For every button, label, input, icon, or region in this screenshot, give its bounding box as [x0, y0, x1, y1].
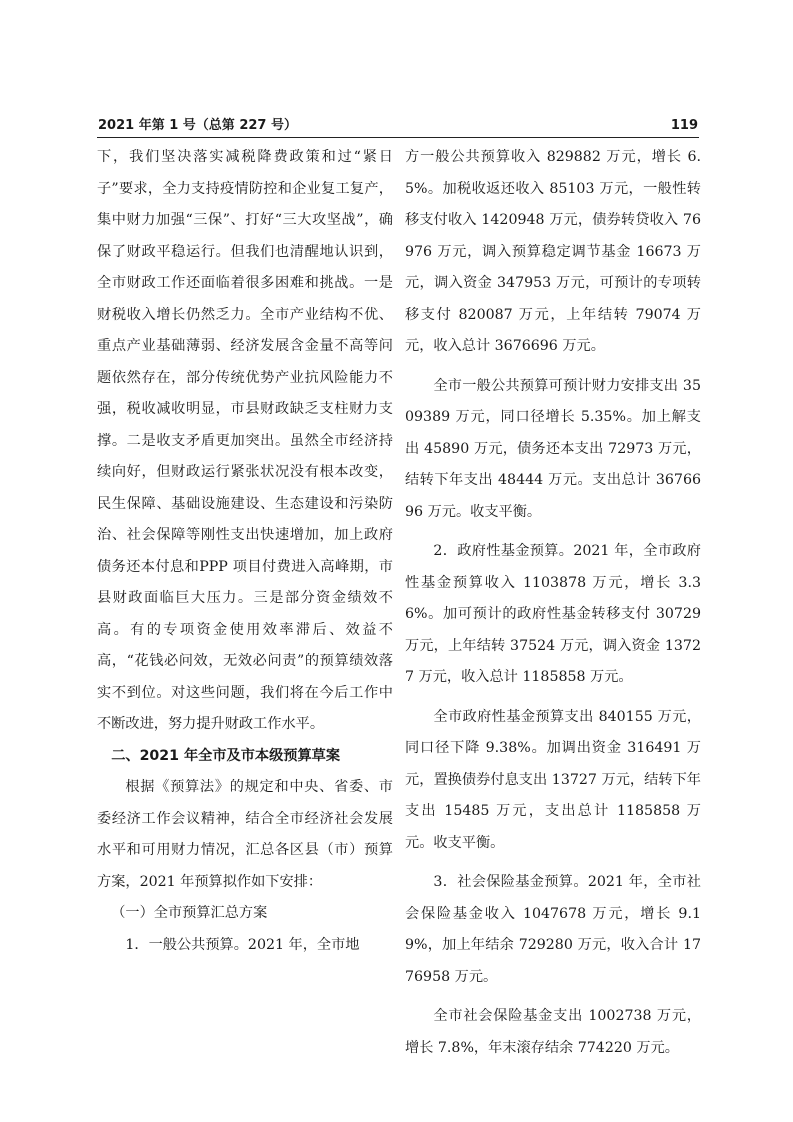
paragraph-general-income: 方一般公共预算收入 829882 万元，增长 6.5%。加税收返还收入 85103 万元，一般性转移支付收入 1420948 万元，债券转贷收入 76976 万元，调入预算稳定调节基金 16673 万元，调入资金 347953 万元，可预计的专项转移支付 820087 万元，上年结转 79074 万元，收入总计 3676696 万元。: [405, 149, 701, 354]
running-header: [98, 117, 698, 135]
header-rule: [97, 137, 699, 138]
paragraph-general-budget-start: 1．一般公共预算。2021 年，全市地: [125, 936, 360, 953]
paragraph-social-insurance-income: 3．社会保险基金预算。2021 年，全市社会保险基金收入 1047678 万元，增长 9.19%，加上年结余 729280 万元，收入合计 1776958 万元。: [405, 874, 701, 985]
page-number: 119: [670, 118, 698, 133]
paragraph-general-expenditure: 全市一般公共预算可预计财力安排支出 3509389 万元，同口径增长 5.35%。加上解支出 45890 万元，债务还本支出 72973 万元，结转下年支出 48444 万元。支出总计 3676696 万元。收支平衡。: [405, 377, 701, 520]
issue-label: 2021 年第 1 号（总第 227 号）: [98, 118, 297, 133]
paragraph-difficulties: 下，我们坚决落实减税降费政策和过“紧日子”要求，全力支持疫情防控和企业复工复产，集中财力加强“三保”、打好“三大攻坚战”，确保了财政平稳运行。但我们也清醒地认识到，全市财政工作还面临着很多困难和挑战。一是财税收入增长仍然乏力。全市产业结构不优、重点产业基础薄弱、经济发展含金量不高等问题依然存在，部分传统优势产业抗风险能力不强，税收减收明显，市县财政缺乏支柱财力支撑。二是收支矛盾更加突出。虽然全市经济持续向好，但财政运行紧张状况没有根本改变，民生保障、基础设施建设、生态建设和污染防治、社会保障等刚性支出快速增加，加上政府债务还本付息和PPP 项目付费进入高峰期，市县财政面临巨大压力。三是部分资金绩效不高。有的专项资金使用效率滞后、效益不高，“花钱必问效，无效必问责”的预算绩效落实不到位。对这些问题，我们将在今后工作中不断改进，努力提升财政工作水平。: [97, 149, 393, 732]
subsection-heading: （一）全市预算汇总方案: [111, 905, 268, 921]
paragraph-fund-income: 2．政府性基金预算。2021 年，全市政府性基金预算收入 1103878 万元，增长 3.36%。加可预计的政府性基金转移支付 30729 万元，上年结转 37524 万元，调入资金 13727 万元，收入总计 1185858 万元。: [405, 543, 701, 685]
section-heading: 二、2021 年全市及市本级预算草案: [111, 747, 341, 764]
paragraph-social-insurance-expenditure: 全市社会保险基金支出 1002738 万元，增长 7.8%，年末滚存结余 774220 万元。: [405, 1008, 701, 1056]
paragraph-basis: 根据《预算法》的规定和中央、省委、市委经济工作会议精神，结合全市经济社会发展水平和可用财力情况，汇总各区县（市）预算方案，2021 年预算拟作如下安排：: [97, 779, 393, 890]
left-column: [97, 142, 393, 961]
paragraph-fund-expenditure: 全市政府性基金预算支出 840155 万元，同口径下降 9.38%。加调出资金 316491 万元，置换债券付息支出 13727 万元，结转下年支出 15485 万元，支出总计 1185858 万元。收支平衡。: [405, 708, 701, 851]
right-column: [405, 142, 701, 1064]
